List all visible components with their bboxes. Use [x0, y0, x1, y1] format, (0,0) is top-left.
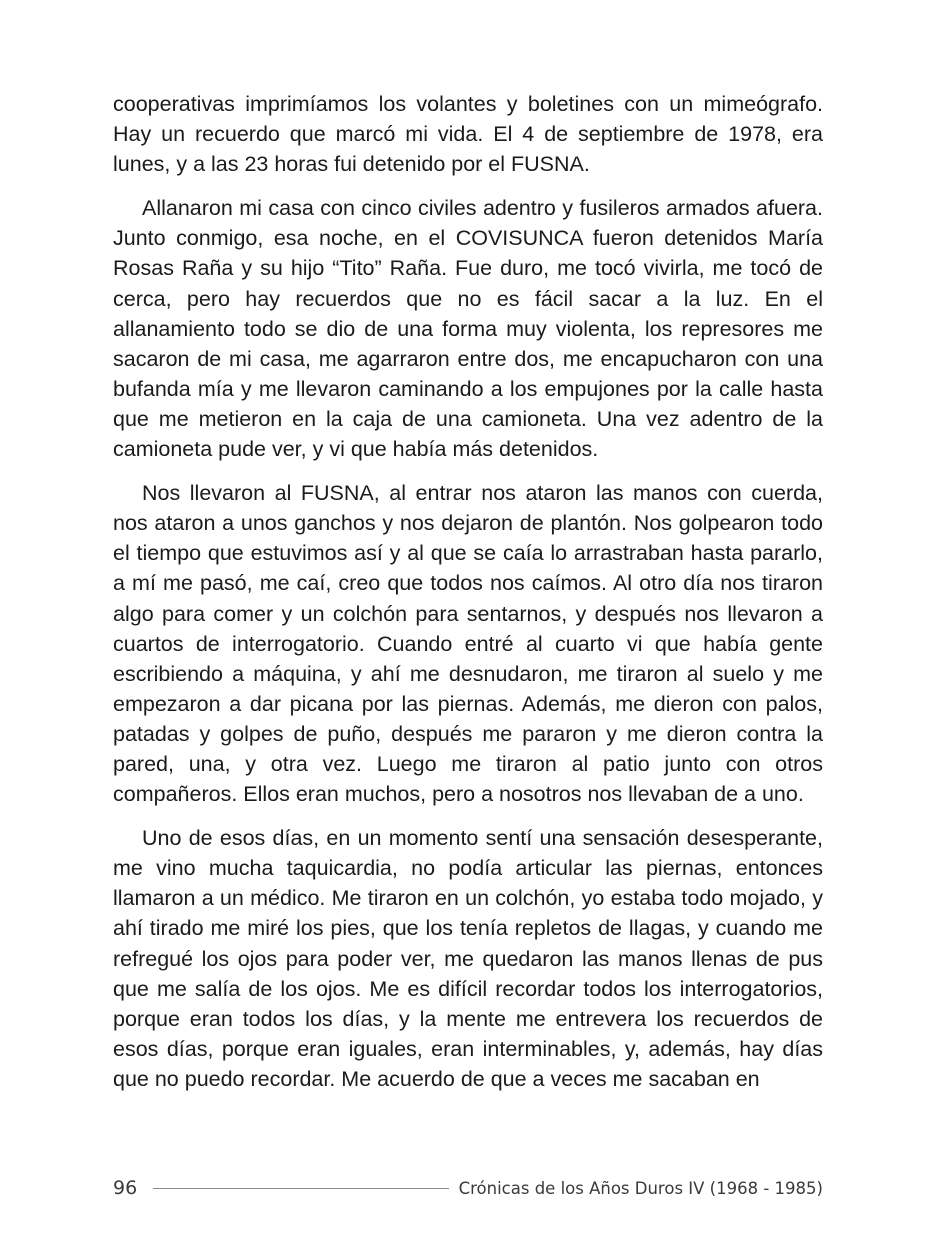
footer-rule: [153, 1188, 449, 1189]
paragraph-2: Allanaron mi casa con cinco civiles adentro y fusileros armados afuera. Junto conmigo, esa noche, en el COVISUNCA fueron detenidos María Rosas Raña y su hijo “Tito” Raña. Fue duro, me tocó vivirla, me tocó de cerca, pero hay recuerdos que no es fácil sacar a la luz. En el allanamiento todo se dio de una forma muy violenta, los represores me sacaron de mi casa, me agarraron entre dos, me encapucharon con una bufanda mía y me llevaron caminando a los empujones por la calle hasta que me metieron en la caja de una camioneta. Una vez adentro de la camioneta pude ver, y vi que había más detenidos.: [113, 196, 823, 462]
page-body: [113, 89, 823, 1108]
paragraph-4: Uno de esos días, en un momento sentí una sensación desesperante, me vino mucha taquicardia, no podía articular las piernas, entonces llamaron a un médico. Me tiraron en un colchón, yo estaba todo mojado, y ahí tirado me miré los pies, que los tenía repletos de llagas, y cuando me refregué los ojos para poder ver, me quedaron las manos llenas de pus que me salía de los ojos. Me es difícil recordar todos los interrogatorios, porque eran todos los días, y la mente me entrevera los recuerdos de esos días, porque eran iguales, eran interminables, y, además, hay días que no puedo recordar. Me acuerdo de que a veces me sacaban en: [113, 826, 823, 1091]
running-title: Crónicas de los Años Duros IV (1968 - 1985): [458, 1178, 823, 1198]
paragraph-1: cooperativas imprimíamos los volantes y boletines con un mimeógrafo. Hay un recuerdo que marcó mi vida. El 4 de septiembre de 1978, era lunes, y a las 23 horas fui detenido por el FUSNA.: [113, 92, 823, 177]
page-footer: [113, 1175, 823, 1201]
paragraph-3: Nos llevaron al FUSNA, al entrar nos ataron las manos con cuerda, nos ataron a unos ganchos y nos dejaron de plantón. Nos golpearon todo el tiempo que estuvimos así y al que se caía lo arrastraban hasta pararlo, a mí me pasó, me caí, creo que todos nos caímos. Al otro día nos tiraron algo para comer y un colchón para sentarnos, y después nos llevaron a cuartos de interrogatorio. Cuando entré al cuarto vi que había gente escribiendo a máquina, y ahí me desnudaron, me tiraron al suelo y me empezaron a dar picana por las piernas. Además, me dieron con palos, patadas y golpes de puño, después me pararon y me dieron contra la pared, una, y otra vez. Luego me tiraron al patio junto con otros compañeros. Ellos eran muchos, pero a nosotros nos llevaban de a uno.: [113, 481, 823, 807]
page-number: 96: [113, 1177, 138, 1199]
